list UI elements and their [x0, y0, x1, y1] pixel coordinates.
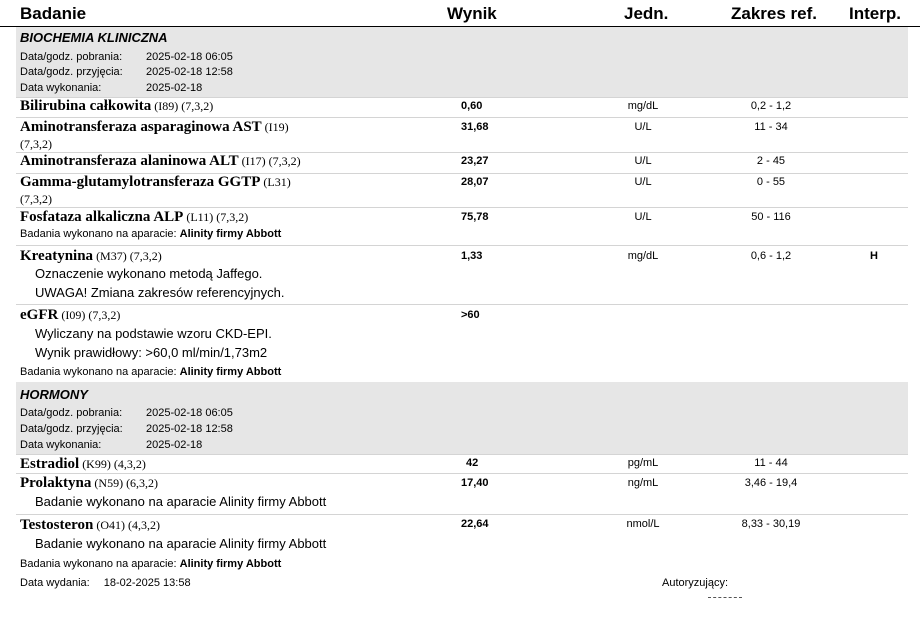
device-line: Badania wykonano na aparacie: Alinity firmy Abbott — [20, 558, 282, 570]
test-result: 28,07 — [461, 176, 489, 188]
test-unit: U/L — [634, 121, 652, 133]
test-note: Badanie wykonano na aparacie Alinity firmy Abbott — [35, 494, 327, 509]
meta-row: Data/godz. przyjęcia: 2025-02-18 12:58 — [20, 423, 233, 435]
test-result: >60 — [461, 309, 480, 321]
test-code-continued: (7,3,2) — [20, 192, 52, 206]
test-ref-range: 0 - 55 — [756, 176, 786, 188]
test-unit: nmol/L — [626, 518, 660, 530]
test-ref-range: 50 - 116 — [751, 211, 791, 223]
test-result: 75,78 — [461, 211, 489, 223]
col-unit-header: Jedn. — [624, 4, 669, 23]
authorizing-label: Autoryzujący: — [662, 577, 729, 589]
test-ref-range: 2 - 45 — [756, 155, 786, 167]
meta-row: Data/godz. pobrania: 2025-02-18 06:05 — [20, 407, 233, 419]
test-ref-range: 11 - 44 — [754, 457, 788, 469]
test-unit: ng/mL — [627, 477, 659, 489]
test-name: Fosfataza alkaliczna ALP (L11) (7,3,2) — [20, 209, 249, 225]
interp-flag-high: H — [870, 250, 878, 262]
test-name: Gamma-glutamylotransferaza GGTP (L31) — [20, 174, 291, 190]
test-name: eGFR (I09) (7,3,2) — [20, 307, 121, 323]
test-result: 31,68 — [461, 121, 489, 133]
meta-row: Data/godz. pobrania: 2025-02-18 06:05 — [20, 51, 233, 63]
col-interp-header: Interp. — [849, 4, 901, 23]
test-name: Prolaktyna (N59) (6,3,2) — [20, 475, 159, 491]
test-ref-range: 3,46 - 19,4 — [744, 477, 798, 489]
test-result: 22,64 — [461, 518, 489, 530]
test-code-continued: (7,3,2) — [20, 137, 52, 151]
test-ref-range: 11 - 34 — [754, 121, 788, 133]
test-name: Kreatynina (M37) (7,3,2) — [20, 248, 162, 264]
test-unit: U/L — [634, 211, 652, 223]
test-name: Estradiol (K99) (4,3,2) — [20, 456, 146, 472]
row-divider — [16, 207, 908, 208]
row-divider — [16, 514, 908, 515]
test-note: Badanie wykonano na aparacie Alinity firmy Abbott — [35, 536, 327, 551]
test-name: Testosteron (O41) (4,3,2) — [20, 517, 160, 533]
test-name: Aminotransferaza alaninowa ALT (I17) (7,3,2) — [20, 153, 301, 169]
test-note: Wyliczany na podstawie wzoru CKD-EPI. — [35, 326, 272, 341]
test-ref-range: 0,6 - 1,2 — [750, 250, 792, 262]
test-result: 1,33 — [461, 250, 483, 262]
row-divider — [16, 117, 908, 118]
meta-row: Data wykonania: 2025-02-18 — [20, 439, 203, 451]
issue-date: Data wydania: 18-02-2025 13:58 — [20, 577, 191, 589]
section-title-hormones: HORMONY — [20, 387, 88, 402]
test-result: 42 — [466, 457, 479, 469]
signature-mark — [708, 597, 742, 598]
device-line: Badania wykonano na aparacie: Alinity firmy Abbott — [20, 366, 282, 378]
row-divider — [16, 304, 908, 305]
test-result: 17,40 — [461, 477, 489, 489]
test-unit: mg/dL — [627, 250, 659, 262]
col-test-header: Badanie — [20, 4, 87, 23]
section-title-biochem: BIOCHEMIA KLINICZNA — [20, 30, 168, 45]
test-result: 0,60 — [461, 100, 483, 112]
test-note: Oznaczenie wykonano metodą Jaffego. — [35, 266, 263, 281]
meta-row: Data wykonania: 2025-02-18 — [20, 82, 203, 94]
device-line: Badania wykonano na aparacie: Alinity firmy Abbott — [20, 228, 282, 240]
test-unit: mg/dL — [627, 100, 659, 112]
row-divider — [16, 245, 908, 246]
col-ref-header: Zakres ref. — [731, 4, 817, 23]
test-unit: U/L — [634, 155, 652, 167]
table-header — [0, 0, 920, 27]
row-divider — [16, 454, 908, 455]
test-name: Bilirubina całkowita (I89) (7,3,2) — [20, 98, 214, 114]
row-divider — [16, 473, 908, 474]
test-ref-range: 0,2 - 1,2 — [750, 100, 792, 112]
test-unit: pg/mL — [627, 457, 659, 469]
col-result-header: Wynik — [447, 4, 497, 23]
test-note: Wynik prawidłowy: >60,0 ml/min/1,73m2 — [35, 345, 268, 360]
meta-row: Data/godz. przyjęcia: 2025-02-18 12:58 — [20, 66, 233, 78]
test-result: 23,27 — [461, 155, 489, 167]
test-note: UWAGA! Zmiana zakresów referencyjnych. — [35, 285, 285, 300]
test-ref-range: 8,33 - 30,19 — [741, 518, 801, 530]
test-unit: U/L — [634, 176, 652, 188]
test-name: Aminotransferaza asparaginowa AST (I19) — [20, 119, 289, 135]
